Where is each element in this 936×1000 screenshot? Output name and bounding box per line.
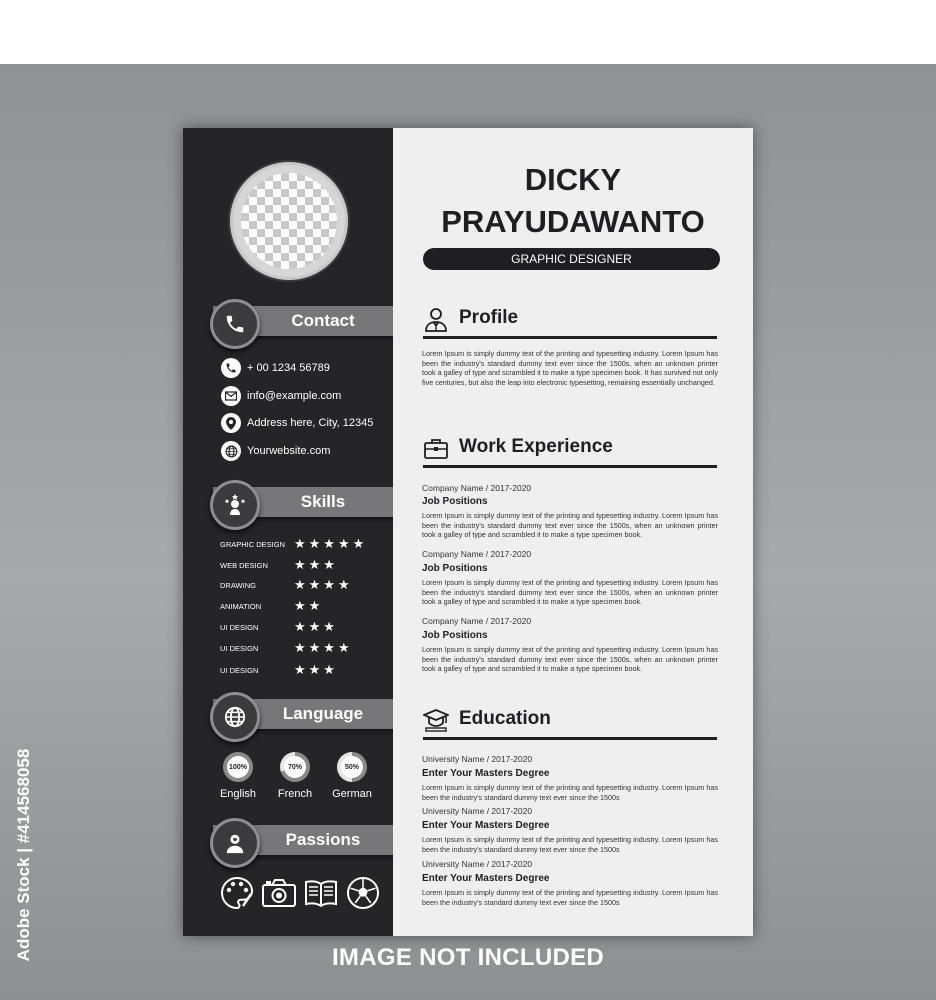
work-company-date: Company Name / 2017-2020 bbox=[422, 483, 532, 493]
briefcase-icon bbox=[423, 435, 449, 461]
work-position: Job Positions bbox=[422, 563, 488, 574]
envelope-icon bbox=[221, 386, 241, 406]
skill-row: WEB DESIGN ★★★ bbox=[220, 557, 338, 572]
education-degree: Enter Your Masters Degree bbox=[422, 820, 550, 831]
education-degree: Enter Your Masters Degree bbox=[422, 768, 550, 779]
soccer-ball-icon bbox=[346, 876, 380, 910]
contact-email-row bbox=[221, 385, 341, 407]
skills-heading-tab: Skills bbox=[213, 487, 403, 517]
work-experience-heading: Work Experience bbox=[423, 433, 717, 468]
phone-icon bbox=[210, 299, 260, 349]
skill-row: ANIMATION ★★ bbox=[220, 598, 324, 613]
contact-address-row bbox=[221, 412, 373, 434]
stock-id-label: Adobe Stock | #414568058 bbox=[14, 748, 33, 962]
language-german: 50% German bbox=[324, 752, 380, 800]
work-description: Lorem Ipsum is simply dummy text of the printing and typesetting industry. Lorem Ipsum has been the industry's standard dummy text ever since the 1500s, when an unknown printer took a galley of type and scrambled it to make a type specimen book. bbox=[422, 511, 718, 539]
skill-row: UI DESIGN ★★★★ bbox=[220, 640, 353, 655]
language-heading-tab: Language bbox=[213, 699, 403, 729]
resume-sheet bbox=[183, 128, 753, 936]
graduation-cap-icon bbox=[423, 707, 449, 733]
skill-rating-stars: ★★★★★ bbox=[294, 536, 368, 551]
language-english: 100% English bbox=[210, 752, 266, 800]
work-position: Job Positions bbox=[422, 630, 488, 641]
person-icon bbox=[423, 306, 449, 332]
job-title-pill: GRAPHIC DESIGNER bbox=[423, 248, 720, 270]
profile-photo-placeholder bbox=[230, 162, 348, 280]
skill-row: GRAPHIC DESIGN ★★★★★ bbox=[220, 536, 368, 551]
last-name: PRAYUDAWANTO bbox=[441, 204, 705, 239]
person-heart-icon bbox=[210, 818, 260, 868]
work-position: Job Positions bbox=[422, 496, 488, 507]
globe-icon bbox=[210, 692, 260, 742]
location-pin-icon bbox=[221, 413, 241, 433]
passions-heading-tab: Passions bbox=[213, 825, 403, 855]
skill-rating-stars: ★★ bbox=[294, 598, 324, 613]
contact-address: Address here, City, 12345 bbox=[247, 417, 374, 429]
book-icon bbox=[303, 876, 339, 910]
skill-row: UI DESIGN ★★★ bbox=[220, 662, 338, 677]
globe-icon bbox=[221, 441, 241, 461]
palette-icon bbox=[220, 876, 254, 910]
skill-rating-stars: ★★★ bbox=[294, 619, 338, 634]
education-heading: Education bbox=[423, 705, 717, 740]
camera-icon bbox=[261, 876, 297, 910]
first-name: DICKY bbox=[524, 162, 622, 197]
contact-phone-row bbox=[221, 357, 330, 379]
profile-heading: Profile bbox=[423, 304, 717, 339]
contact-heading-tab: Contact bbox=[213, 306, 403, 336]
skill-rating-stars: ★★★ bbox=[294, 662, 338, 677]
contact-email: info@example.com bbox=[247, 390, 342, 402]
language-progress-ring: 100% bbox=[223, 752, 253, 782]
work-description: Lorem Ipsum is simply dummy text of the printing and typesetting industry. Lorem Ipsum has been the industry's standard dummy text ever since the 1500s, when an unknown printer took a galley of type and scrambled it to make a type specimen book. bbox=[422, 645, 718, 673]
skill-row: UI DESIGN ★★★ bbox=[220, 619, 338, 634]
work-company-date: Company Name / 2017-2020 bbox=[422, 616, 532, 626]
education-description: Lorem Ipsum is simply dummy text of the printing and typesetting industry. Lorem Ipsum has been the industry's standard dummy text ever since the 1500s bbox=[422, 888, 718, 907]
skill-row: DRAWING ★★★★ bbox=[220, 577, 353, 592]
skills-star-person-icon bbox=[210, 480, 260, 530]
top-white-band bbox=[0, 0, 936, 64]
skill-rating-stars: ★★★★ bbox=[294, 640, 353, 655]
language-progress-ring: 70% bbox=[280, 752, 310, 782]
education-degree: Enter Your Masters Degree bbox=[422, 873, 550, 884]
education-description: Lorem Ipsum is simply dummy text of the printing and typesetting industry. Lorem Ipsum has been the industry's standard dummy text ever since the 1500s bbox=[422, 783, 718, 802]
contact-phone: + 00 1234 56789 bbox=[247, 362, 330, 374]
contact-website: Yourwebsite.com bbox=[247, 445, 331, 457]
passions-icons bbox=[220, 876, 380, 910]
contact-website-row bbox=[221, 440, 330, 462]
language-french: 70% French bbox=[267, 752, 323, 800]
skill-rating-stars: ★★★ bbox=[294, 557, 338, 572]
education-description: Lorem Ipsum is simply dummy text of the printing and typesetting industry. Lorem Ipsum has been the industry's standard dummy text ever since the 1500s bbox=[422, 835, 718, 854]
language-progress-ring: 50% bbox=[337, 752, 367, 782]
phone-icon bbox=[221, 358, 241, 378]
education-school-date: University Name / 2017-2020 bbox=[422, 859, 533, 869]
left-sidebar bbox=[183, 128, 393, 936]
work-company-date: Company Name / 2017-2020 bbox=[422, 549, 532, 559]
education-school-date: University Name / 2017-2020 bbox=[422, 806, 533, 816]
education-school-date: University Name / 2017-2020 bbox=[422, 754, 533, 764]
profile-text: Lorem Ipsum is simply dummy text of the printing and typesetting industry. Lorem Ipsum has been the industry's standard dummy text ever since the 1500s, when an unknown printer took a galley of type and scrambled it to make a type specimen book. It has survived not only five centuries, but also the leap into electronic typesetting, remaining essentially unchanged. bbox=[422, 349, 718, 387]
skill-rating-stars: ★★★★ bbox=[294, 577, 353, 592]
work-description: Lorem Ipsum is simply dummy text of the printing and typesetting industry. Lorem Ipsum has been the industry's standard dummy text ever since the 1500s, when an unknown printer took a galley of type and scrambled it to make a type specimen book. bbox=[422, 578, 718, 606]
image-not-included-caption: IMAGE NOT INCLUDED bbox=[331, 944, 605, 971]
